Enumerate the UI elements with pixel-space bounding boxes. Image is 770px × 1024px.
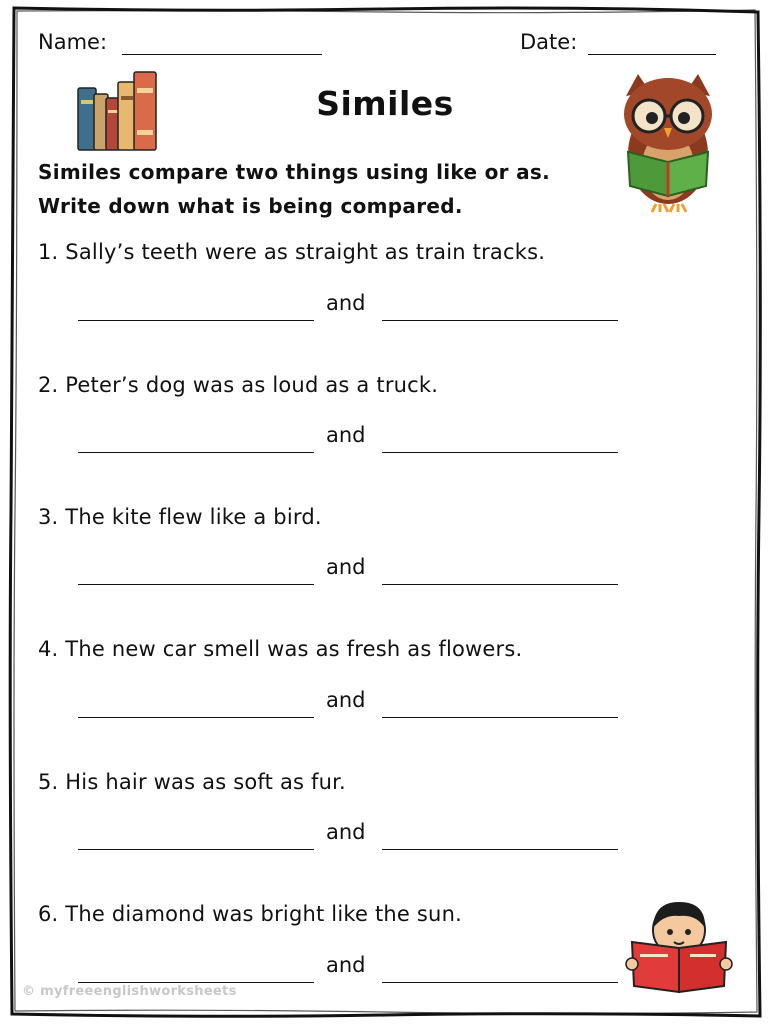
answer-row-1 <box>0 290 770 320</box>
answer-row-5 <box>0 819 770 849</box>
answer-blank-left[interactable] <box>78 962 314 983</box>
and-label: and <box>326 688 366 712</box>
question-3: 3. The kite flew like a bird. <box>38 505 322 529</box>
and-label: and <box>326 555 366 579</box>
answer-blank-right[interactable] <box>382 432 618 453</box>
answer-row-2 <box>0 422 770 452</box>
and-label: and <box>326 820 366 844</box>
watermark: © myfreeenglishworksheets <box>22 984 237 999</box>
name-field[interactable] <box>122 32 322 55</box>
answer-blank-right[interactable] <box>382 300 618 321</box>
answer-blank-left[interactable] <box>78 564 314 585</box>
and-label: and <box>326 953 366 977</box>
question-2: 2. Peter’s dog was as loud as a truck. <box>38 373 439 397</box>
question-1: 1. Sally’s teeth were as straight as train tracks. <box>38 240 546 264</box>
answer-row-3 <box>0 554 770 584</box>
and-label: and <box>326 423 366 447</box>
question-4: 4. The new car smell was as fresh as flowers. <box>38 637 523 661</box>
date-field[interactable] <box>588 32 716 55</box>
owl-reading-icon <box>612 66 724 214</box>
answer-blank-left[interactable] <box>78 697 314 718</box>
question-6: 6. The diamond was bright like the sun. <box>38 902 462 926</box>
answer-blank-right[interactable] <box>382 697 618 718</box>
date-label: Date: <box>520 30 578 54</box>
answer-blank-right[interactable] <box>382 829 618 850</box>
name-label: Name: <box>38 30 108 54</box>
question-5: 5. His hair was as soft as fur. <box>38 770 346 794</box>
answer-blank-left[interactable] <box>78 829 314 850</box>
instructions-line-1: Similes compare two things using like or as. <box>38 160 550 184</box>
instructions-line-2: Write down what is being compared. <box>38 194 463 218</box>
and-label: and <box>326 291 366 315</box>
boy-reading-icon <box>624 896 734 996</box>
answer-blank-left[interactable] <box>78 300 314 321</box>
answer-blank-left[interactable] <box>78 432 314 453</box>
page-title: Similes <box>316 84 454 123</box>
answer-blank-right[interactable] <box>382 564 618 585</box>
answer-blank-right[interactable] <box>382 962 618 983</box>
answer-row-4 <box>0 687 770 717</box>
